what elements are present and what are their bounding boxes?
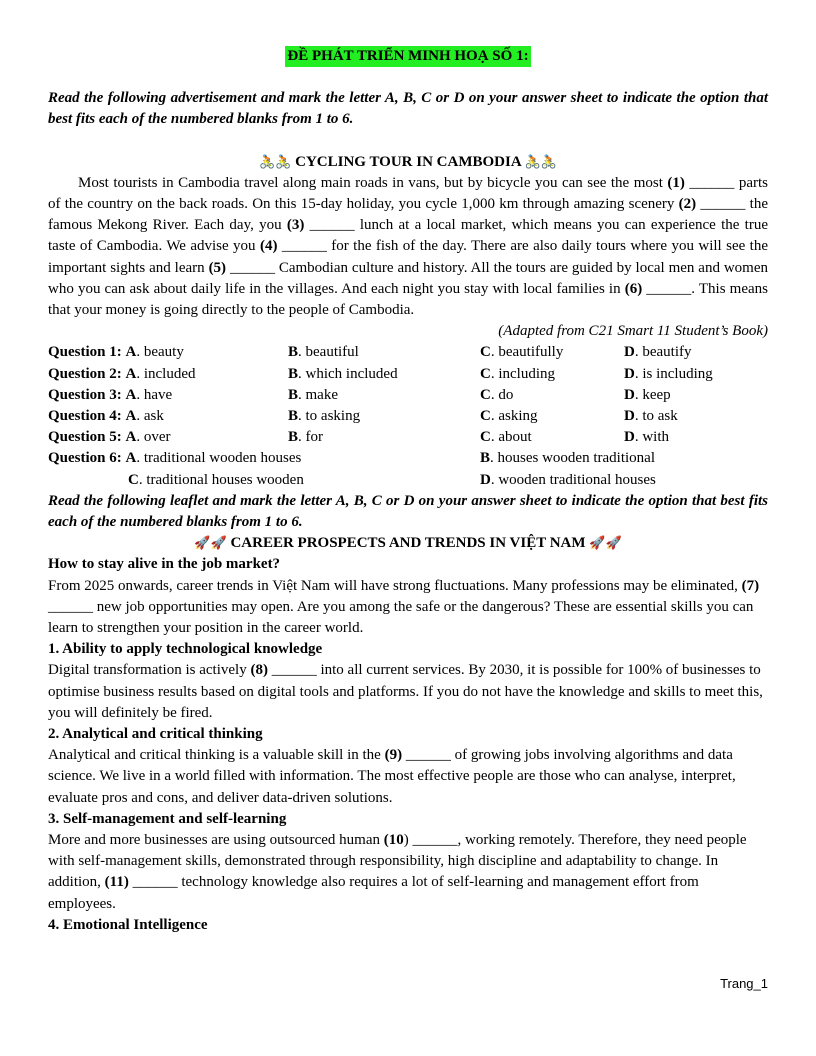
- option-c: about: [498, 429, 532, 446]
- option-c: including: [498, 365, 556, 382]
- spacer: [48, 131, 768, 152]
- passage-text: ______ of growing jobs involving algorithms and data science. We live in a world filled with information. The most effective people are those who can analyse, interpret, evaluate pros and cons, and deliver data-driven solutions.: [48, 747, 736, 806]
- option-a: included: [143, 365, 196, 382]
- option-letter: D: [624, 408, 635, 424]
- exam-title: ĐỀ PHÁT TRIỂN MINH HOẠ SỐ 1:: [285, 46, 530, 67]
- option-letter: B: [288, 344, 299, 361]
- option-letter: A: [125, 386, 137, 403]
- section-heading-2: 2. Analytical and critical thinking: [48, 725, 263, 742]
- blank-number: (9): [384, 747, 403, 764]
- passage1-title: CYCLING TOUR IN CAMBODIA: [295, 153, 521, 170]
- option-letter: A: [125, 344, 137, 361]
- instruction-2: Read the following leaflet and mark the letter A, B, C or D on your answer sheet to indicate the option that best fits each of the numbered blanks from 1 to 6.: [48, 492, 768, 530]
- option-sep: .: [634, 429, 643, 446]
- option-sep: .: [298, 429, 306, 446]
- option-letter: C: [480, 365, 491, 382]
- question-row: [48, 448, 768, 469]
- blank-number: (4): [259, 238, 278, 255]
- option-a: beauty: [143, 344, 184, 361]
- option-sep: .: [136, 408, 144, 424]
- passage-text: ______ parts of the country on the back roads. On this 15-day holiday, you cycle 1,000 km through amazing scenery: [48, 174, 768, 213]
- blank-number: (6): [624, 280, 643, 297]
- option-sep: .: [490, 344, 499, 361]
- section-heading-3: 3. Self-management and self-learning: [48, 810, 287, 827]
- question-label: Question 3:: [48, 386, 122, 403]
- option-letter: D: [480, 471, 491, 488]
- option-letter: D: [624, 365, 635, 382]
- blank-number: (2): [678, 196, 697, 213]
- option-sep: .: [136, 450, 144, 467]
- question-list-1: [48, 342, 768, 490]
- option-d: to ask: [642, 408, 678, 424]
- blank-number: (1): [667, 174, 685, 191]
- option-d: with: [642, 429, 670, 446]
- section-heading-1: 1. Ability to apply technological knowledge: [48, 641, 323, 658]
- passage2-title: CAREER PROSPECTS AND TRENDS IN VIỆT NAM: [230, 535, 586, 552]
- option-letter: A: [125, 408, 137, 424]
- option-sep: .: [490, 471, 499, 488]
- option-a: have: [143, 386, 173, 403]
- option-letter: B: [288, 386, 299, 403]
- passage-text: ______ for the fish of the day. There are also daily tours where you will see the important sights and learn: [48, 238, 768, 276]
- question-row: [48, 342, 768, 363]
- option-b: which included: [305, 365, 398, 382]
- question-label: Question 4:: [48, 408, 122, 424]
- option-sep: .: [136, 429, 144, 446]
- passage-text: ______ technology knowledge also requires a lot of self-learning and management effort from employees.: [48, 874, 699, 912]
- passage-text: ______ lunch at a local market, which means you can experience the true taste of Cambodia. We advise you: [48, 217, 768, 255]
- option-d: keep: [642, 386, 671, 403]
- spacer: [48, 67, 768, 88]
- passage-text: Most tourists in Cambodia travel along main roads in vans, but by bicycle you can see the most: [78, 174, 668, 191]
- question-label: Question 6:: [48, 450, 122, 467]
- passage1-title-line: [48, 152, 768, 173]
- passage1-body: [48, 173, 768, 321]
- option-sep: .: [490, 450, 498, 467]
- option-sep: .: [490, 408, 499, 424]
- option-letter: B: [288, 429, 299, 446]
- option-sep: .: [490, 365, 499, 382]
- option-sep: .: [138, 471, 147, 488]
- passage-text: Digital transformation is actively: [48, 662, 251, 679]
- passage-text: ______. This means that your money is going directly to the people of Cambodia.: [48, 280, 768, 319]
- option-c: traditional houses wooden: [146, 471, 304, 488]
- passage2-subtitle: How to stay alive in the job market?: [48, 556, 281, 573]
- question-label: Question 2:: [48, 365, 122, 382]
- header-line: [48, 46, 768, 67]
- option-b: make: [305, 386, 338, 403]
- document-page: [48, 44, 768, 936]
- passage-text: ______ new job opportunities may open. Are you among the safe or the dangerous? These are essential skills you can learn to strengthen your position in the career world.: [48, 598, 754, 636]
- option-sep: .: [298, 344, 306, 361]
- option-letter: A: [125, 429, 137, 446]
- question-row: [48, 406, 768, 427]
- question-label: Question 5:: [48, 429, 122, 446]
- option-letter: B: [480, 450, 491, 467]
- option-letter: C: [480, 429, 491, 446]
- option-b: to asking: [305, 408, 361, 424]
- option-sep: .: [634, 408, 643, 424]
- passage-text: ______ into all current services. By 2030, it is possible for 100% of businesses to optimise business results based on digital tools and platforms. If you do not have the knowledge and skills to meet this, you will definitely be fired.: [48, 662, 763, 721]
- option-letter: A: [125, 450, 137, 467]
- instruction-1: Read the following advertisement and mark the letter A, B, C or D on your answer sheet to indicate the option that best fits each of the numbered blanks from 1 to 6.: [48, 90, 768, 128]
- option-d: beautify: [642, 344, 692, 361]
- blank-number: (10: [383, 832, 404, 848]
- page-number: Trang_1: [720, 976, 768, 991]
- option-sep: .: [634, 344, 643, 361]
- option-sep: .: [634, 386, 643, 403]
- passage-text: From 2025 onwards, career trends in Việt Nam will have strong fluctuations. Many professions may be eliminated,: [48, 577, 742, 594]
- question-row: [48, 385, 768, 406]
- option-b: houses wooden traditional: [497, 450, 655, 467]
- option-b: beautiful: [305, 344, 359, 361]
- option-sep: .: [490, 429, 499, 446]
- question-row: [48, 364, 768, 385]
- section-text-3: [48, 830, 768, 915]
- option-a: over: [143, 429, 171, 446]
- section-text-2: [48, 745, 768, 809]
- option-sep: .: [298, 408, 306, 424]
- option-letter: B: [288, 365, 299, 382]
- passage-text: More and more businesses are using outsourced human: [48, 832, 384, 848]
- option-c: do: [498, 386, 514, 403]
- option-sep: .: [136, 365, 144, 382]
- passage-text: ) ______, working remotely. Therefore, they need people with self-management skills, demonstrated through responsibility, high discipline and adaptability to change. In addition,: [48, 832, 747, 891]
- rocket-icon: 🚀🚀: [589, 536, 622, 552]
- option-a: traditional wooden houses: [143, 450, 302, 467]
- option-letter: C: [480, 386, 491, 403]
- option-letter: C: [480, 344, 491, 361]
- blank-number: (7): [741, 577, 760, 594]
- blank-number: (8): [250, 662, 268, 679]
- option-letter: D: [624, 386, 635, 403]
- option-sep: .: [490, 386, 499, 403]
- option-letter: D: [624, 429, 635, 446]
- passage2-title-line: [48, 533, 768, 554]
- option-b: for: [305, 429, 324, 446]
- passage-text: Analytical and critical thinking is a valuable skill in the: [48, 747, 385, 764]
- option-letter: C: [480, 408, 491, 424]
- option-letter: A: [125, 365, 137, 382]
- blank-number: (3): [286, 217, 305, 234]
- option-d: is including: [642, 365, 713, 382]
- blank-number: (5): [208, 259, 227, 276]
- option-letter: C: [128, 471, 139, 488]
- rocket-icon: 🚀🚀: [194, 536, 227, 552]
- option-letter: B: [288, 408, 299, 424]
- bicycle-icon: 🚴🚴: [259, 154, 292, 170]
- option-sep: .: [136, 386, 144, 403]
- option-d: wooden traditional houses: [498, 471, 656, 488]
- section-heading-4: 4. Emotional Intelligence: [48, 916, 208, 933]
- option-letter: D: [624, 344, 635, 361]
- blank-number: (11): [104, 874, 129, 891]
- passage1-source: (Adapted from C21 Smart 11 Student’s Book): [498, 323, 768, 340]
- bicycle-icon: 🚴🚴: [524, 154, 557, 170]
- option-sep: .: [298, 365, 306, 382]
- passage2-intro: [48, 576, 768, 640]
- option-sep: .: [136, 344, 144, 361]
- option-a: ask: [143, 408, 164, 424]
- passage-text: ______ Cambodian culture and history. All the tours are guided by local men and women who you can ask about daily life in the villages. And each night you stay with local families in: [48, 259, 769, 297]
- option-sep: .: [634, 365, 643, 382]
- option-sep: .: [298, 386, 306, 403]
- question-label: Question 1:: [48, 344, 122, 361]
- passage-text: ______ the famous Mekong River. Each day, you: [48, 196, 768, 234]
- option-c: asking: [498, 408, 538, 424]
- section-text-1: [48, 660, 768, 724]
- option-c: beautifully: [498, 344, 564, 361]
- question-row: [48, 427, 768, 448]
- question-row: [48, 470, 768, 491]
